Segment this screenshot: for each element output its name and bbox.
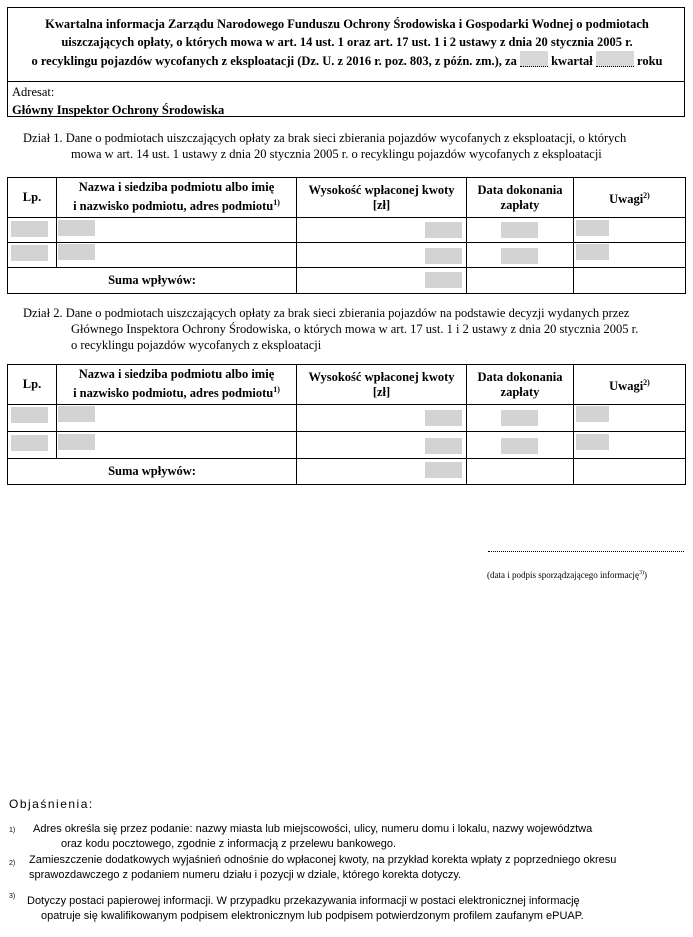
lp-cell[interactable] [8,243,57,268]
table-row [8,432,686,459]
footnote-3: Dotyczy postaci papierowej informacji. W przypadku przekazywania informacji w postaci elektronicznej informację opatruje się kwalifikowanym podpisem elektronicznym lub podpisem potwierdzonym profilem zaufanym ePUAP. [27,895,584,922]
sum-row [8,268,686,294]
col-notes: Uwagi$^{2)}$ [574,365,686,405]
col-amount: Wysokość wpłaconej kwoty [zł] [297,178,467,218]
notes-cell[interactable] [574,243,686,268]
footnote-1: Adres określa się przez podanie: nazwy miasta lub miejscowości, ulicy, numeru domu i lokalu, nazwy województwa oraz kodu pocztowego, zgodnie z informacją z przelewu bankowego. [33,823,593,850]
lp-cell[interactable] [8,432,57,459]
amount-cell[interactable] [297,432,467,459]
title-line-2: uiszczających opłaty, o których mowa w art. 14 ust. 1 oraz art. 17 ust. 1 i 2 ustawy z dnia 20 stycznia 2005 r. [61,35,633,49]
sum-label: Suma wpływów: [8,268,297,294]
amount-cell[interactable] [297,405,467,432]
section-1-table [7,177,686,294]
name-cell[interactable] [57,405,297,432]
table-row [8,218,686,243]
col-date: Data dokonania zapłaty [467,178,574,218]
form-title [8,15,686,70]
notes-cell[interactable] [574,432,686,459]
header-divider [8,81,684,82]
title-line-1: Kwartalna informacja Zarządu Narodowego Funduszu Ochrony Środowiska i Gospodarki Wodnej o podmiotach [45,17,649,31]
col-amount: Wysokość wpłaconej kwoty [zł] [297,365,467,405]
sum-label: Suma wpływów: [8,459,297,485]
lp-cell[interactable] [8,405,57,432]
date-cell[interactable] [467,218,574,243]
date-cell[interactable] [467,432,574,459]
section-1-heading: Dział 1. Dane o podmiotach uiszczających opłaty za brak sieci zbierania pojazdów wycofanych z eksploatacji, o których mowa w art. 14 ust. 1 ustawy z dnia 20 stycznia 2005 r. o recyklingu pojazdów wycofanych z eksploatacji [23,131,627,161]
footnote-2: Zamieszczenie dodatkowych wyjaśnień odnośnie do wpłaconej kwoty, na przykład korekta wpłaty z poprzedniego okresu sprawozdawczego z podaniem numeru działu i pozycji w dziale, którego korekta dotyczy. [29,854,617,881]
signature-caption: (data i podpis sporządzającego informację$^{3)}$) [487,570,647,580]
col-date: Data dokonania zapłaty [467,365,574,405]
footnote-2-number: 2) [9,860,16,867]
footnote-3-number: 3) [9,893,16,900]
explanations-title: Objaśnienia: [9,797,94,811]
name-cell[interactable] [57,218,297,243]
col-notes: Uwagi$^{2)}$ [574,178,686,218]
section-2-heading: Dział 2. Dane o podmiotach uiszczających opłaty za brak sieci zbierania pojazdów na podstawie decyzji wydanych przez Głównego Inspektora Ochrony Środowiska, o których mowa w art. 17 ust. 1 i 2 ustawy z dnia 20 stycznia 2005 r. o recyklingu pojazdów wycofanych z eksploatacji [23,306,639,352]
sum-amount-cell[interactable] [297,268,467,294]
col-name: Nazwa i siedziba podmiotu albo imię i nazwisko podmiotu, adres podmiotu$^{1)}$ [57,178,297,218]
header-box [7,7,685,117]
signature-line[interactable] [488,551,684,552]
notes-cell[interactable] [574,405,686,432]
table-header-row [8,178,686,218]
title-line-3: o recyklingu pojazdów wycofanych z eksploatacji (Dz. U. z 2016 r. poz. 803, z późn. zm.), za kwartał roku [8,51,686,70]
col-lp: Lp. [8,178,57,218]
sum-row [8,459,686,485]
name-cell[interactable] [57,243,297,268]
section-2-table [7,364,686,485]
notes-cell[interactable] [574,218,686,243]
amount-cell[interactable] [297,218,467,243]
name-cell[interactable] [57,432,297,459]
col-name: Nazwa i siedziba podmiotu albo imię i nazwisko podmiotu, adres podmiotu$^{1)}$ [57,365,297,405]
addressee-label: Adresat: [12,85,55,99]
year-input[interactable] [596,51,634,67]
date-cell[interactable] [467,243,574,268]
table-header-row [8,365,686,405]
addressee-name: Główny Inspektor Ochrony Środowiska [12,103,225,117]
amount-cell[interactable] [297,243,467,268]
lp-cell[interactable] [8,218,57,243]
table-row [8,405,686,432]
date-cell[interactable] [467,405,574,432]
footnote-1-number: 1) [9,827,16,834]
col-lp: Lp. [8,365,57,405]
table-row [8,243,686,268]
quarter-input[interactable] [520,51,548,67]
sum-amount-cell[interactable] [297,459,467,485]
